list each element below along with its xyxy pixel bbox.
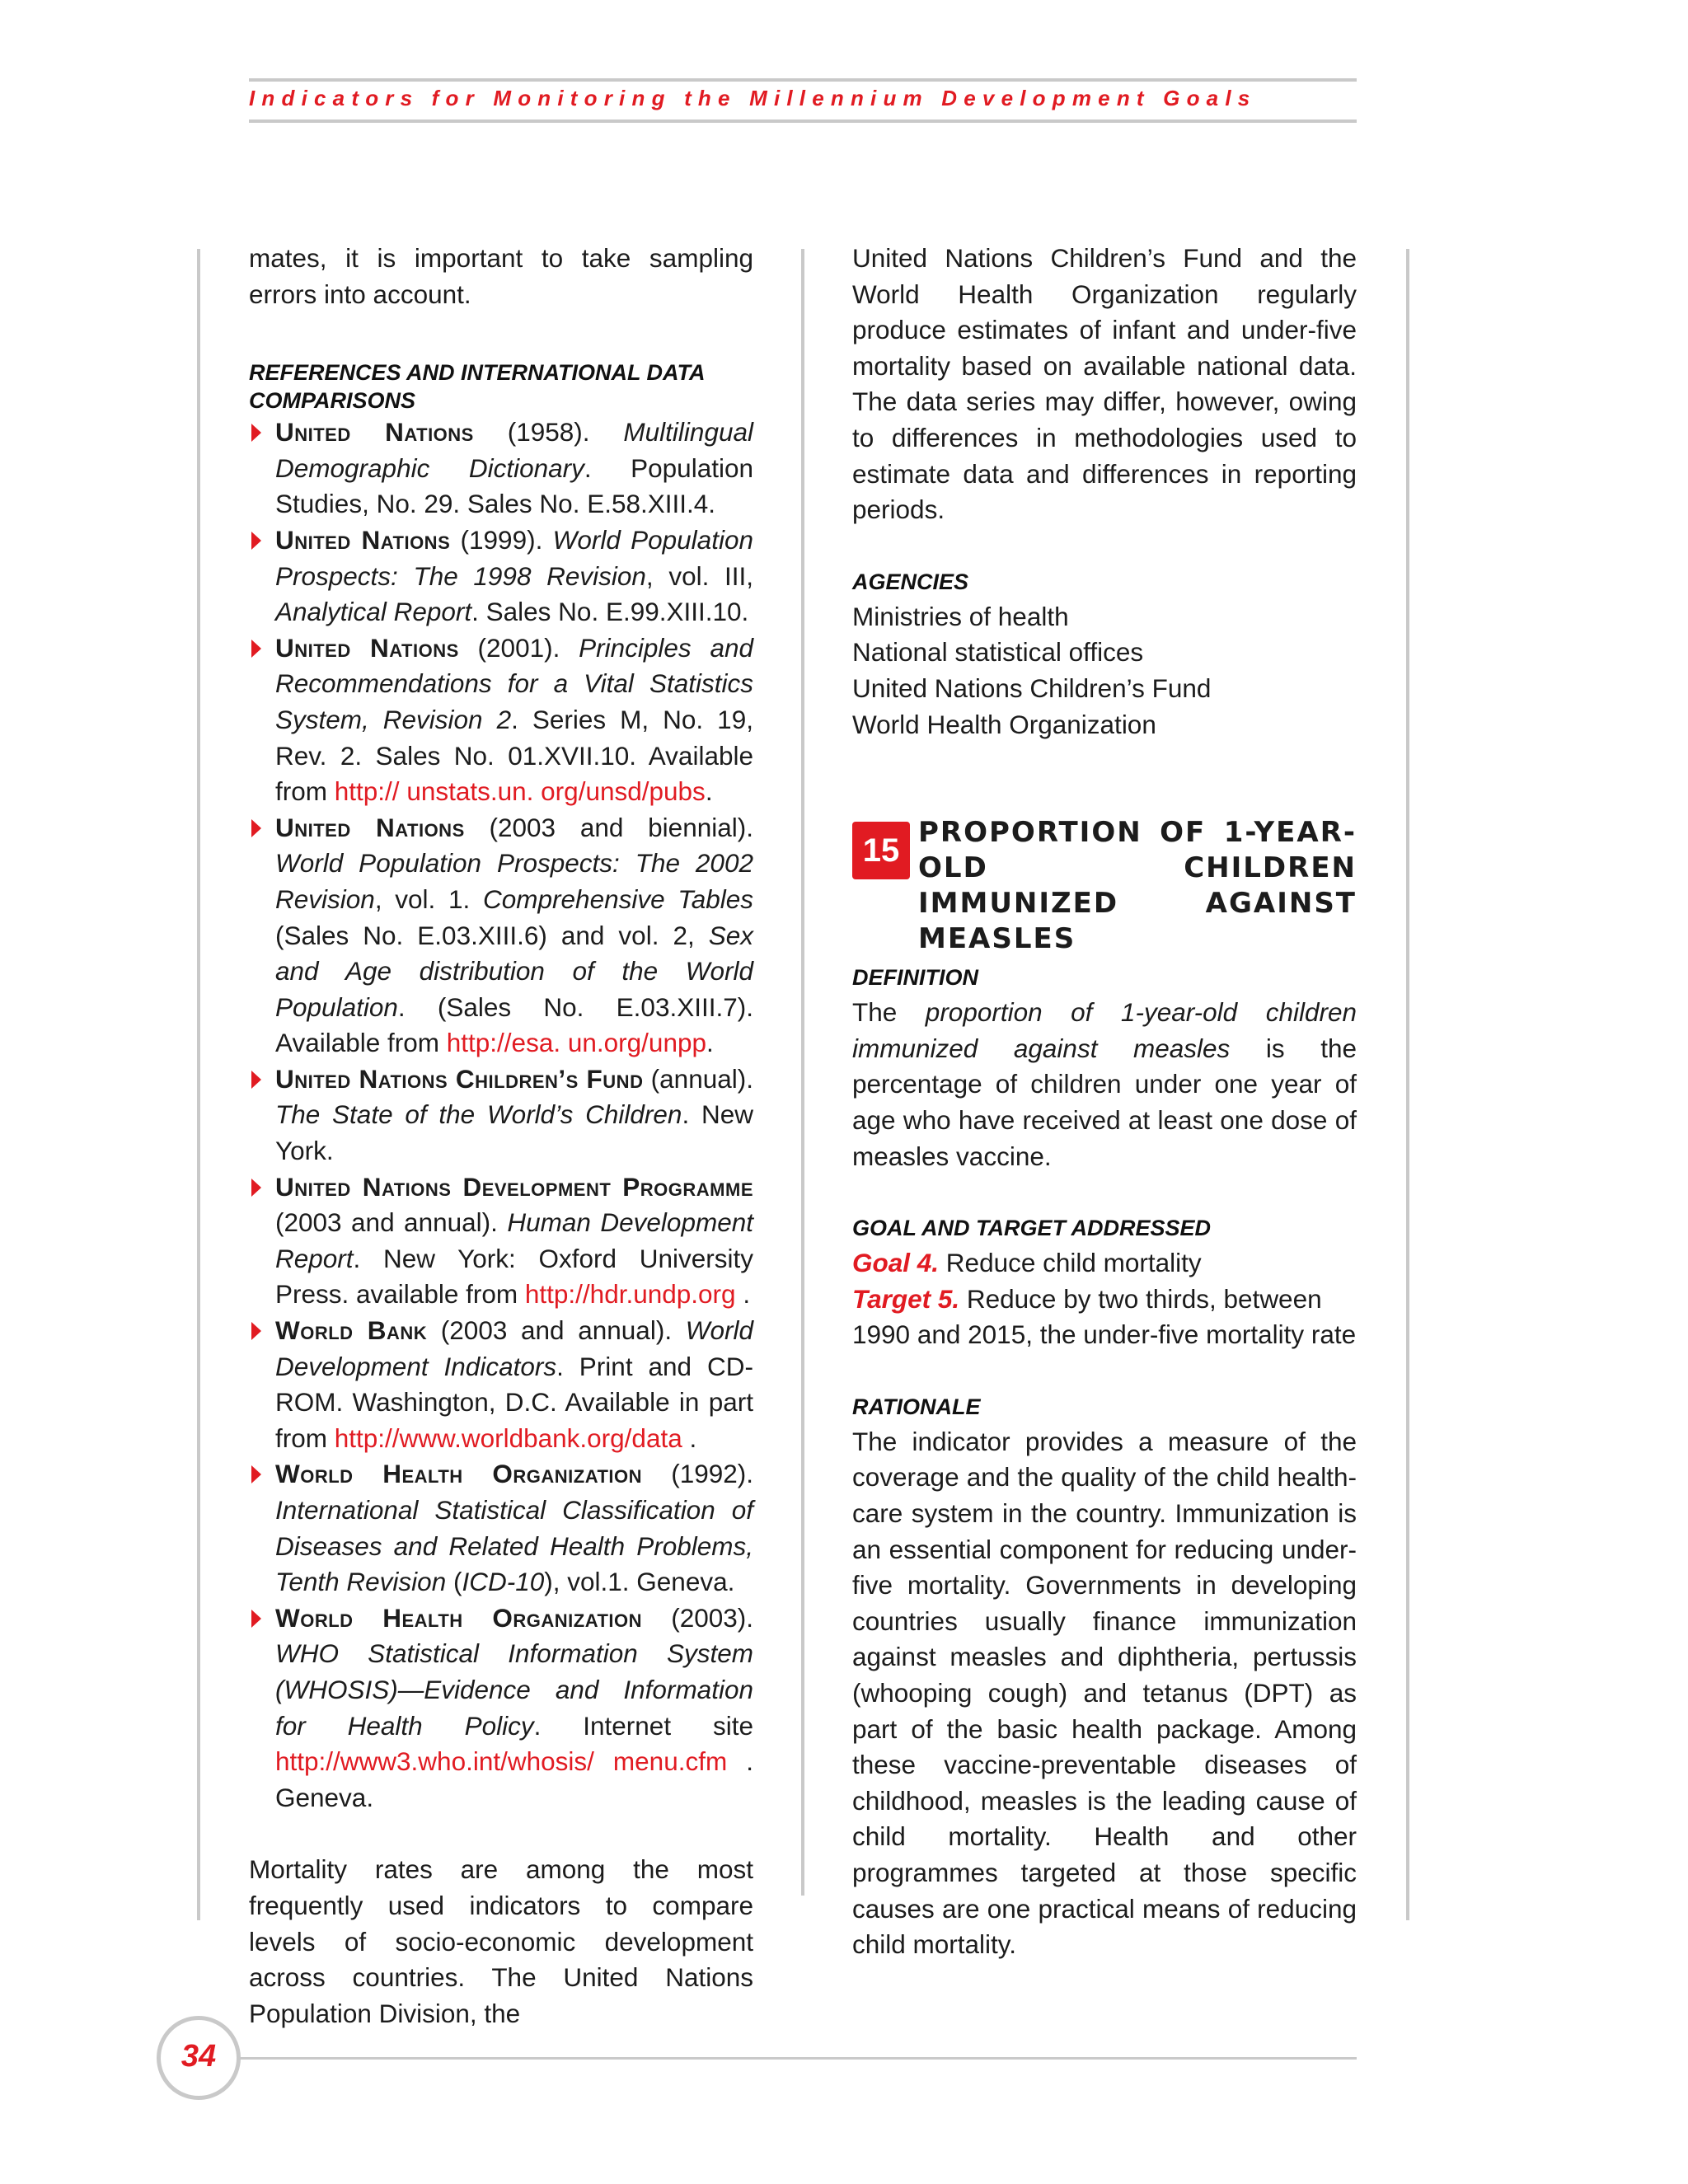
bullet-triangle-icon: [251, 819, 261, 837]
ref-link[interactable]: http://www.worldbank.org/data: [334, 1422, 682, 1453]
footer-rule: [234, 2057, 1357, 2060]
ref-link[interactable]: http:// unstats.un. org/unsd/pubs: [334, 776, 706, 807]
reference-item: [249, 415, 753, 523]
ref-link[interactable]: http://esa. un.org/unpp: [446, 1028, 706, 1058]
ref-title: World Population Prospects: The 2002 Revision: [275, 848, 753, 914]
ref-details: ), vol.1. Geneva.: [544, 1567, 735, 1597]
ref-author: World Health Organization: [275, 1459, 643, 1489]
indicator-heading: [852, 815, 1357, 956]
agency-item: National statistical offices: [852, 637, 1144, 668]
bullet-triangle-icon: [251, 1465, 261, 1483]
reference-item: [249, 523, 753, 630]
reference-item: [249, 630, 753, 810]
goal-heading: GOAL AND TARGET ADDRESSED: [852, 1216, 1212, 1241]
ref-author: World Health Organization: [275, 1602, 643, 1633]
bullet-triangle-icon: [251, 1071, 261, 1089]
ref-title: Comprehensive Tables: [483, 883, 753, 914]
ref-details: . New York.: [275, 1099, 753, 1166]
left-column: [249, 241, 753, 2032]
bullet-triangle-icon: [251, 1322, 261, 1340]
continuation-paragraph: United Nations Children’s Fund and the World Health Organization regularly produce estimates of infant and under-five mortality based on available national data. The data series may differ, however, owing to differences in methodologies used to estimate data and differences in reporting periods.: [852, 243, 1357, 525]
ref-details: . Internet site: [533, 1710, 753, 1741]
ref-author: United Nations: [275, 812, 465, 842]
bullet-triangle-icon: [251, 640, 261, 658]
ref-title: The State of the World’s Children: [275, 1099, 682, 1130]
page-number: 34: [181, 2039, 217, 2074]
ref-year: (annual).: [643, 1063, 754, 1094]
ref-year: (2003 and biennial).: [464, 812, 753, 842]
definition-paragraph: [852, 995, 1357, 1174]
column-divider-rule: [801, 249, 804, 1896]
rationale-heading: RATIONALE: [852, 1394, 981, 1419]
ref-author: United Nations Development Programme: [275, 1171, 753, 1202]
ref-punct: . Geneva.: [275, 1746, 753, 1812]
ref-title: International Statistical Classification of Diseases and Related Health Problems, Tenth Revision: [275, 1495, 753, 1597]
ref-punct: .: [735, 1279, 751, 1310]
ref-link[interactable]: http://hdr.undp.org: [524, 1279, 736, 1310]
reference-item: [249, 1062, 753, 1169]
ref-title: Multilingual Demographic Dictionary: [275, 417, 753, 483]
ref-title: Sex and Age distribution of the World Population: [275, 920, 753, 1022]
target-line: [852, 1282, 1357, 1353]
target-text: Reduce by two thirds, between 1990 and 2015, the under-five mortality rate: [852, 1283, 1357, 1350]
references-list: [249, 415, 753, 1816]
ref-year: (1992).: [642, 1459, 754, 1489]
bullet-triangle-icon: [251, 424, 261, 442]
ref-details: (Sales No. E.03.XIII.6) and vol. 2,: [275, 920, 709, 950]
definition-term: proportion of 1-year-old children immunized against measles: [852, 997, 1357, 1063]
ref-punct: .: [705, 776, 713, 807]
ref-year: (2003 and annual).: [427, 1315, 686, 1346]
goal-text: Reduce child mortality: [939, 1248, 1202, 1278]
reference-item: [249, 1169, 753, 1313]
header-rule-bottom: [249, 120, 1357, 123]
agency-item: United Nations Children’s Fund: [852, 673, 1212, 703]
ref-year: (2003 and annual).: [275, 1207, 508, 1238]
ref-year: (1999).: [450, 524, 553, 555]
indicator-title: PROPORTION OF 1-YEAR-OLD CHILDREN IMMUNIZED AGAINST MEASLES: [918, 816, 1357, 956]
definition-text: is the percentage of children under one year of age who have received at least one dose of measles vaccine.: [852, 1033, 1357, 1171]
goal-line: [852, 1245, 1357, 1282]
reference-item: [249, 1313, 753, 1456]
ref-title: World Population Prospects: The 1998 Revision: [275, 524, 753, 591]
references-heading: REFERENCES AND INTERNATIONAL DATA COMPARISONS: [249, 360, 705, 414]
ref-title: World Development Indicators: [275, 1315, 753, 1381]
intro-paragraph: mates, it is important to take sampling errors into account.: [249, 243, 753, 309]
ref-author: United Nations: [275, 632, 459, 663]
ref-details: . Population Studies, No. 29. Sales No. E.58.XIII.4.: [275, 452, 754, 519]
ref-details: . Print and CD-ROM. Washington, D.C. Available in part from: [275, 1351, 753, 1453]
ref-author: United Nations Children’s Fund: [275, 1063, 644, 1094]
definition-text: The: [852, 997, 926, 1028]
target-label: Target 5.: [852, 1283, 960, 1314]
ref-details: (: [446, 1567, 462, 1597]
ref-details: . New York: Oxford University Press. available from: [275, 1243, 753, 1310]
ref-author: World Bank: [275, 1315, 428, 1346]
ref-title: WHO Statistical Information System (WHOSIS)—Evidence and Information for Health Policy: [275, 1638, 753, 1741]
ref-title: ICD-10: [462, 1567, 545, 1597]
header-rule-top: [249, 78, 1357, 82]
reference-item: [249, 810, 753, 1062]
goal-label: Goal 4.: [852, 1248, 940, 1278]
right-column: [852, 241, 1357, 1963]
ref-details: . (Sales No. E.03.XIII.7). Available from: [275, 991, 753, 1058]
ref-details: . Sales No. E.99.XIII.10.: [471, 597, 749, 627]
agency-item: World Health Organization: [852, 709, 1156, 739]
bullet-triangle-icon: [251, 532, 261, 550]
ref-year: (2003).: [642, 1602, 754, 1633]
indicator-number-badge: 15: [852, 822, 910, 879]
ref-punct: .: [706, 1028, 714, 1058]
closing-paragraph: Mortality rates are among the most frequently used indicators to compare levels of socio-economic development across countries. The United Nations Population Division, the: [249, 1854, 753, 2028]
ref-title: Principles and Recommendations for a Vital Statistics System, Revision 2: [275, 632, 754, 734]
rationale-paragraph: The indicator provides a measure of the coverage and the quality of the child health-care system in the country. Immunization is an essential component for reducing under-five mortality. Governments in developing countries usually finance immunization against measles and diphtheria, pertussis (whooping cough) and tetanus (DPT) as part of the basic health package. Among these vaccine-preventable diseases of childhood, measles is the leading cause of child mortality. Health and other programmes targeted at those specific causes are one practical means of reducing child mortality.: [852, 1426, 1357, 1960]
ref-details: . Series M, No. 19, Rev. 2. Sales No. 01.XVII.10. Available from: [275, 704, 753, 807]
ref-details: , vol. III,: [645, 560, 753, 591]
reference-item: [249, 1601, 753, 1816]
ref-author: United Nations: [275, 417, 474, 448]
ref-year: (2001).: [458, 632, 579, 663]
ref-details: , vol. 1.: [374, 883, 484, 914]
bullet-triangle-icon: [251, 1610, 261, 1628]
agency-item: Ministries of health: [852, 601, 1069, 631]
ref-title: Analytical Report: [275, 597, 472, 627]
agencies-heading: AGENCIES: [852, 569, 969, 594]
bullet-triangle-icon: [251, 1179, 261, 1197]
definition-heading: DEFINITION: [852, 965, 978, 991]
left-margin-rule: [197, 249, 200, 1920]
ref-year: (1958).: [473, 417, 624, 448]
ref-punct: .: [682, 1422, 697, 1453]
ref-author: United Nations: [275, 524, 451, 555]
right-margin-rule: [1406, 249, 1409, 1920]
ref-link[interactable]: http://www3.who.int/whosis/ menu.cfm: [275, 1746, 728, 1777]
ref-title: Human Development Report: [275, 1207, 753, 1273]
reference-item: [249, 1456, 753, 1600]
running-header: Indicators for Monitoring the Millennium Development Goals: [249, 86, 1257, 110]
